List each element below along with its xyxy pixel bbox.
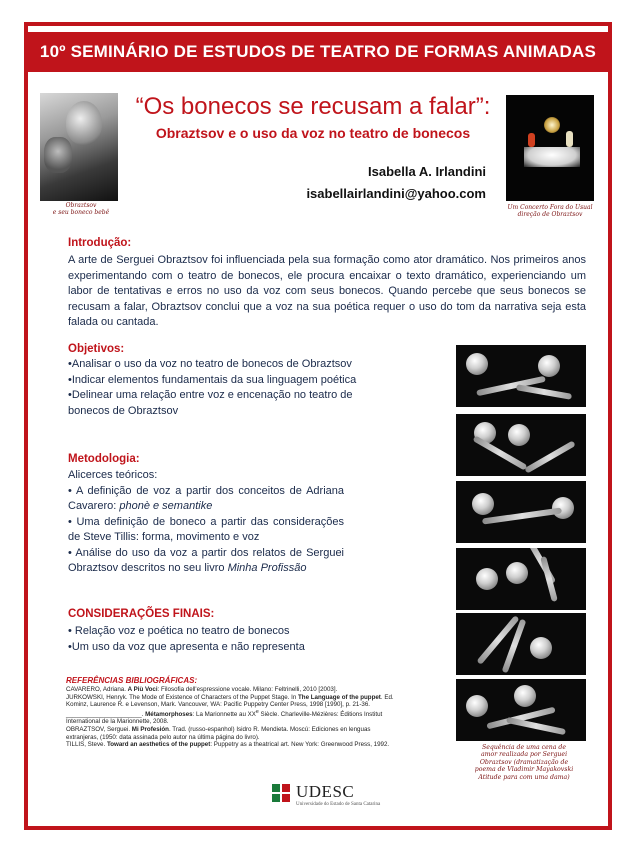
sequence-photo-3 [456,481,586,543]
introducao-text: A arte de Serguei Obraztsov foi influenciada pela sua formação como ator dramático. Nos primeiros anos experimentando com o teatro de bonecos, ele procura encaixar o texto dramático, experienciando um labor de tentativas e erros no uso da voz com seus bonecos. Quando percebe que seus bonecos se recusam a falar, Obraztsov conclui que a voz na sua poética requer o uso do tom da narrativa seja esta falada ou cantada. [68,254,586,328]
udesc-logo [272,782,392,810]
objetivos-heading: Objetivos: [68,343,125,355]
introducao-heading: Introdução: [68,237,132,249]
list-item: • Uma definição de boneco a partir das considerações de Steve Tillis: forma, movimento e voz [68,515,344,543]
consideracoes-heading: CONSIDERAÇÕES FINAIS: [68,608,215,620]
sequence-photo-6 [456,679,586,741]
sequence-photo-2 [456,414,586,476]
stage-lamp [544,117,560,133]
poster-subtitle: Obraztsov e o uso da voz no teatro de bonecos [155,125,471,141]
list-item: •Delinear uma relação entre voz e encenação no teatro de bonecos de Obraztsov [68,389,353,417]
list-item: • Análise do uso da voz a partir dos relatos de Serguei Obraztsov descritos no seu livro Minha Profissão [68,546,344,574]
referencias-list [66,686,402,749]
referencias-heading: REFERÊNCIAS BIBLIOGRÁFICAS: [66,676,198,685]
udesc-subtitle: Universidade do Estado de Santa Catarina [296,802,381,807]
reference-item: OBRAZTSOV, Serguei. Mi Profesión. Trad. (russo-espanhol) Isidro R. Mendieta. Moscú: Ediciones en lenguas extranjeras, (1950: data assinada pelo autor na última página do livro). [66,726,371,741]
obraztsov-photo [40,93,118,201]
sequence-photo-1 [456,345,586,407]
list-item: •Indicar elementos fundamentais da sua linguagem poética [68,373,357,386]
baby-puppet [44,137,72,173]
author-email[interactable]: isabellairlandini@yahoo.com [306,186,486,201]
poster-title: “Os bonecos se recusam a falar”: [135,93,491,120]
list-item: • Relação voz e poética no teatro de bonecos [68,625,290,637]
metodologia-heading: Metodologia: [68,453,140,465]
seminar-banner: 10º SEMINÁRIO DE ESTUDOS DE TEATRO DE FORMAS ANIMADAS [28,32,608,72]
stage-table [524,147,580,167]
sequence-photo-5 [456,613,586,675]
reference-item: CAVARERO, Adriana. A Più Voci: Filosofia dell'espressione vocale. Milano: Feltrinelli, 2010 [2003]. [66,686,338,693]
sequence-photo-4 [456,548,586,610]
reference-item: JURKOWSKI, Henryk. The Mode of Existence of Characters of the Puppet Stage. In The Language of the puppet. Ed. Kominz, Laurence R. e Levenson, Mark. Vancouver, WA: Pacific Puppetry Center Press, 1998 [1990], p. 21-36. [66,693,394,709]
concert-photo [506,95,594,201]
right-photo-caption: Um Concerto Fora do Usual direção de Obraztsov [507,204,593,218]
list-item: •Analisar o uso da voz no teatro de bonecos de Obraztsov [68,358,352,370]
puppet-figure [528,133,535,147]
reference-item: ______________________. Métamorphoses: La Marionnette au XXe Siècle. Charleville-Mézières: Éditions Institut International de la Marionnette, 2008. [66,708,383,726]
list-item: •Um uso da voz que apresenta e não representa [68,640,305,653]
udesc-mark-icon [272,784,292,804]
puppet-figure [566,131,573,147]
consideracoes-list [68,624,358,655]
reference-item: TILLIS, Steve. Toward an aesthetics of the puppet: Puppetry as a theatrical art. New York: Greenwood Press, 1992. [66,741,390,749]
portrait-face [66,101,102,145]
metodologia-text: Alicerces teóricos: • A definição de voz a partir dos conceitos de Adriana Cavarero: phonè e semantike • Uma definição de boneco a partir das considerações de Steve Tillis: forma, movimento e voz • Análise do uso da voz a partir dos relatos de Serguei Obraztsov descritos no seu livro Minha Profissão [68,468,344,577]
list-item: • A definição de voz a partir dos conceitos de Adriana Cavarero: phonè e semantike [68,484,344,512]
sequence-caption: Sequência de uma cena de amor realizada por Serguei Obraztsov (dramatização de poema de Vladimir Mayakovski Atitude para com uma dama) [474,744,574,781]
left-photo-caption: Obraztsov e seu boneco bebê [52,202,110,216]
udesc-name: UDESC [296,782,355,801]
objetivos-list [68,357,358,419]
author-name: Isabella A. Irlandini [368,164,486,179]
